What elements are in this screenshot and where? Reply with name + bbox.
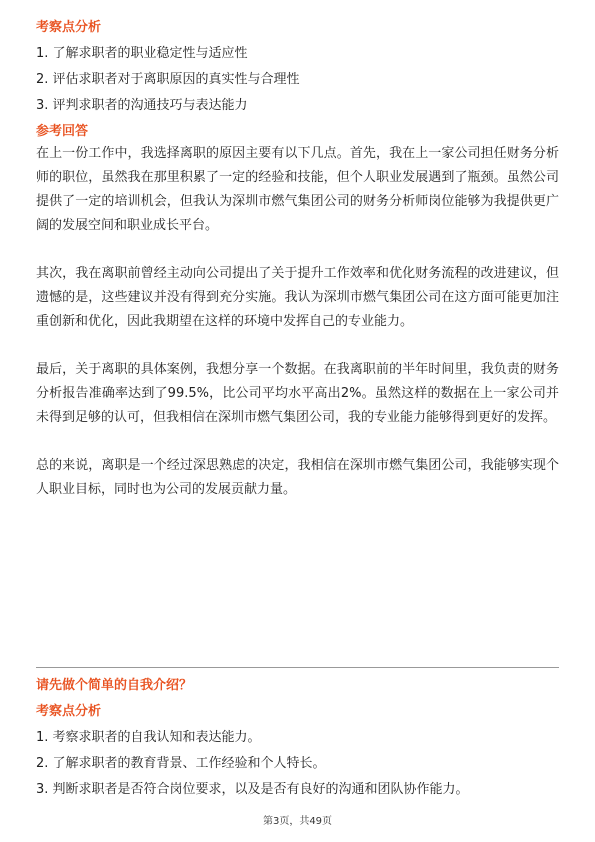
analysis-item: 2. 了解求职者的教育背景、工作经验和个人特长。	[36, 756, 326, 771]
page-content	[36, 18, 559, 502]
analysis-item: 2. 评估求职者对于离职原因的真实性与合理性	[36, 72, 300, 87]
analysis-item: 3. 评判求职者的沟通技巧与表达能力	[36, 98, 248, 113]
analysis-item: 3. 判断求职者是否符合岗位要求，以及是否有良好的沟通和团队协作能力。	[36, 782, 469, 797]
page-number: 第3页，共49页	[262, 816, 333, 827]
analysis-item: 1. 了解求职者的职业稳定性与适应性	[36, 46, 248, 61]
answer-paragraph: 总的来说，离职是一个经过深思熟虑的决定，我相信在深圳市燃气集团公司，我能够实现个人职业目标，同时也为公司的发展贡献力量。	[36, 458, 559, 497]
answer-paragraph: 最后，关于离职的具体案例，我想分享一个数据。在我离职前的半年时间里，我负责的财务分析报告准确率达到了99.5%，比公司平均水平高出2%。虽然这样的数据在上一家公司并未得到足够的认可，但我相信在深圳市燃气集团公司，我的专业能力能够得到更好的发挥。	[36, 362, 559, 425]
analysis-heading: 考察点分析	[36, 704, 102, 719]
question-section	[36, 676, 559, 800]
section-divider	[36, 667, 559, 668]
analysis-item: 1. 考察求职者的自我认知和表达能力。	[36, 730, 261, 745]
answer-heading: 参考回答	[36, 124, 89, 139]
analysis-heading: 考察点分析	[36, 20, 102, 35]
answer-paragraph: 在上一份工作中，我选择离职的原因主要有以下几点。首先，我在上一家公司担任财务分析师的职位，虽然我在那里积累了一定的经验和技能，但个人职业发展遇到了瓶颈。虽然公司提供了一定的培训机会，但我认为深圳市燃气集团公司的财务分析师岗位能够为我提供更广阔的发展空间和职业成长平台。	[36, 146, 559, 233]
question-title: 请先做个简单的自我介绍？	[36, 678, 193, 693]
answer-paragraph: 其次，我在离职前曾经主动向公司提出了关于提升工作效率和优化财务流程的改进建议，但遗憾的是，这些建议并没有得到充分实施。我认为深圳市燃气集团公司在这方面可能更加注重创新和优化，因此我期望在这样的环境中发挥自己的专业能力。	[36, 266, 559, 329]
